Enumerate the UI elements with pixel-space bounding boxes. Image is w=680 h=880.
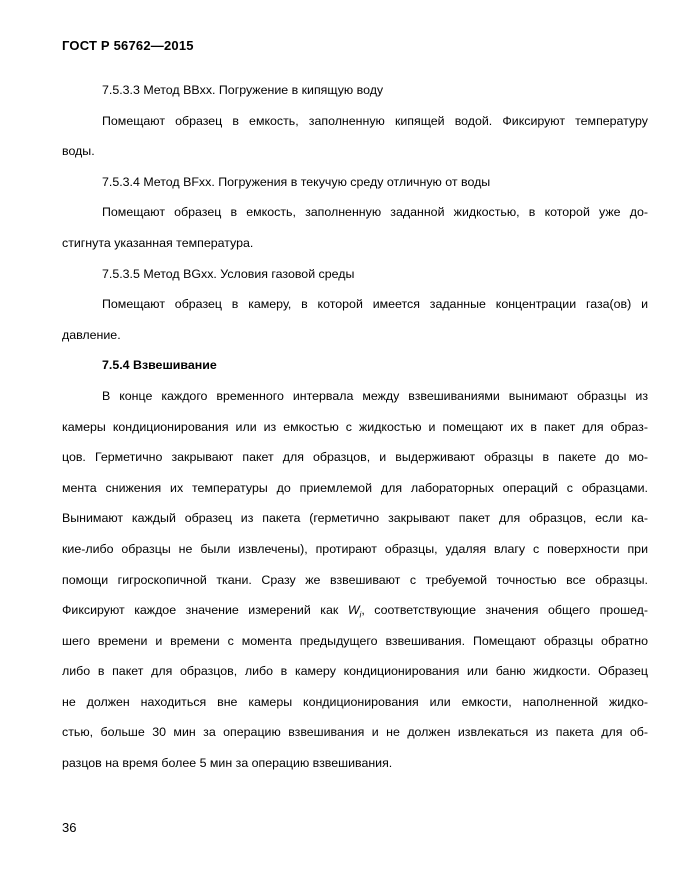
page-number: 36 xyxy=(62,820,77,835)
text-line: Помещают образец в камеру, в которой имеется заданные концентрации газа(ов) и xyxy=(102,297,648,312)
variable-w-i: $W_i$ xyxy=(347,603,362,620)
text-line: кие-либо образцы не были извлечены), протирают образцы, удаляя влагу с поверхности при xyxy=(62,541,648,556)
text-line: Вынимают каждый образец из пакета (герметично закрывают пакет для образцов, если ка- xyxy=(62,511,648,526)
document-header: ГОСТ Р 56762—2015 xyxy=(62,38,194,53)
text-line: мента снижения их температуры до приемлемой для лабораторных операций с образцами. xyxy=(62,480,648,495)
section-heading: 7.5.4 Взвешивание xyxy=(102,358,217,373)
text-line: стью, больше 30 мин за операцию взвешивания и не должен извлекаться из пакета для об- xyxy=(62,725,648,740)
text-line: Помещают образец в емкость, заполненную заданной жидкостью, в которой уже до- xyxy=(102,205,648,220)
text-line: 7.5.3.5 Метод BGxx. Условия газовой среды xyxy=(102,266,355,281)
text-line: камеры кондиционирования или из емкостью с жидкостью и помещают их в пакет для образ- xyxy=(62,419,648,434)
text-line: либо в пакет для образцов, либо в камеру кондиционирования или баню жидкости. Образец xyxy=(62,664,648,679)
text-line: Фиксируют каждое значение измерений как $W_i$, соответствующие значения общего прошед- xyxy=(62,603,648,620)
text-line: В конце каждого временного интервала между взвешиваниями вынимают образцы из xyxy=(102,388,648,403)
text-line: шего времени и времени с момента предыдущего взвешивания. Помещают образцы обратно xyxy=(62,633,648,648)
text-line: помощи гигроскопичной ткани. Сразу же взвешивают с требуемой точностью все образцы. xyxy=(62,572,648,587)
text-line: 7.5.3.4 Метод BFxx. Погружения в текучую среду отличную от воды xyxy=(102,174,491,189)
text-line: Помещают образец в емкость, заполненную кипящей водой. Фиксируют температуру xyxy=(102,113,648,128)
text-line: разцов на время более 5 мин за операцию взвешивания. xyxy=(62,756,393,771)
text-line: цов. Герметично закрывают пакет для образцов, и выдерживают образцы в пакете до мо- xyxy=(62,450,648,465)
body-text xyxy=(62,75,648,779)
text-line: стигнута указанная температура. xyxy=(62,235,254,250)
text-line: не должен находиться вне камеры кондиционирования или емкости, наполненной жидко- xyxy=(62,694,648,709)
text-line: 7.5.3.3 Метод BBxx. Погружение в кипящую воду xyxy=(102,83,384,97)
text-line: воды. xyxy=(62,144,95,159)
text-line: давление. xyxy=(62,327,121,342)
